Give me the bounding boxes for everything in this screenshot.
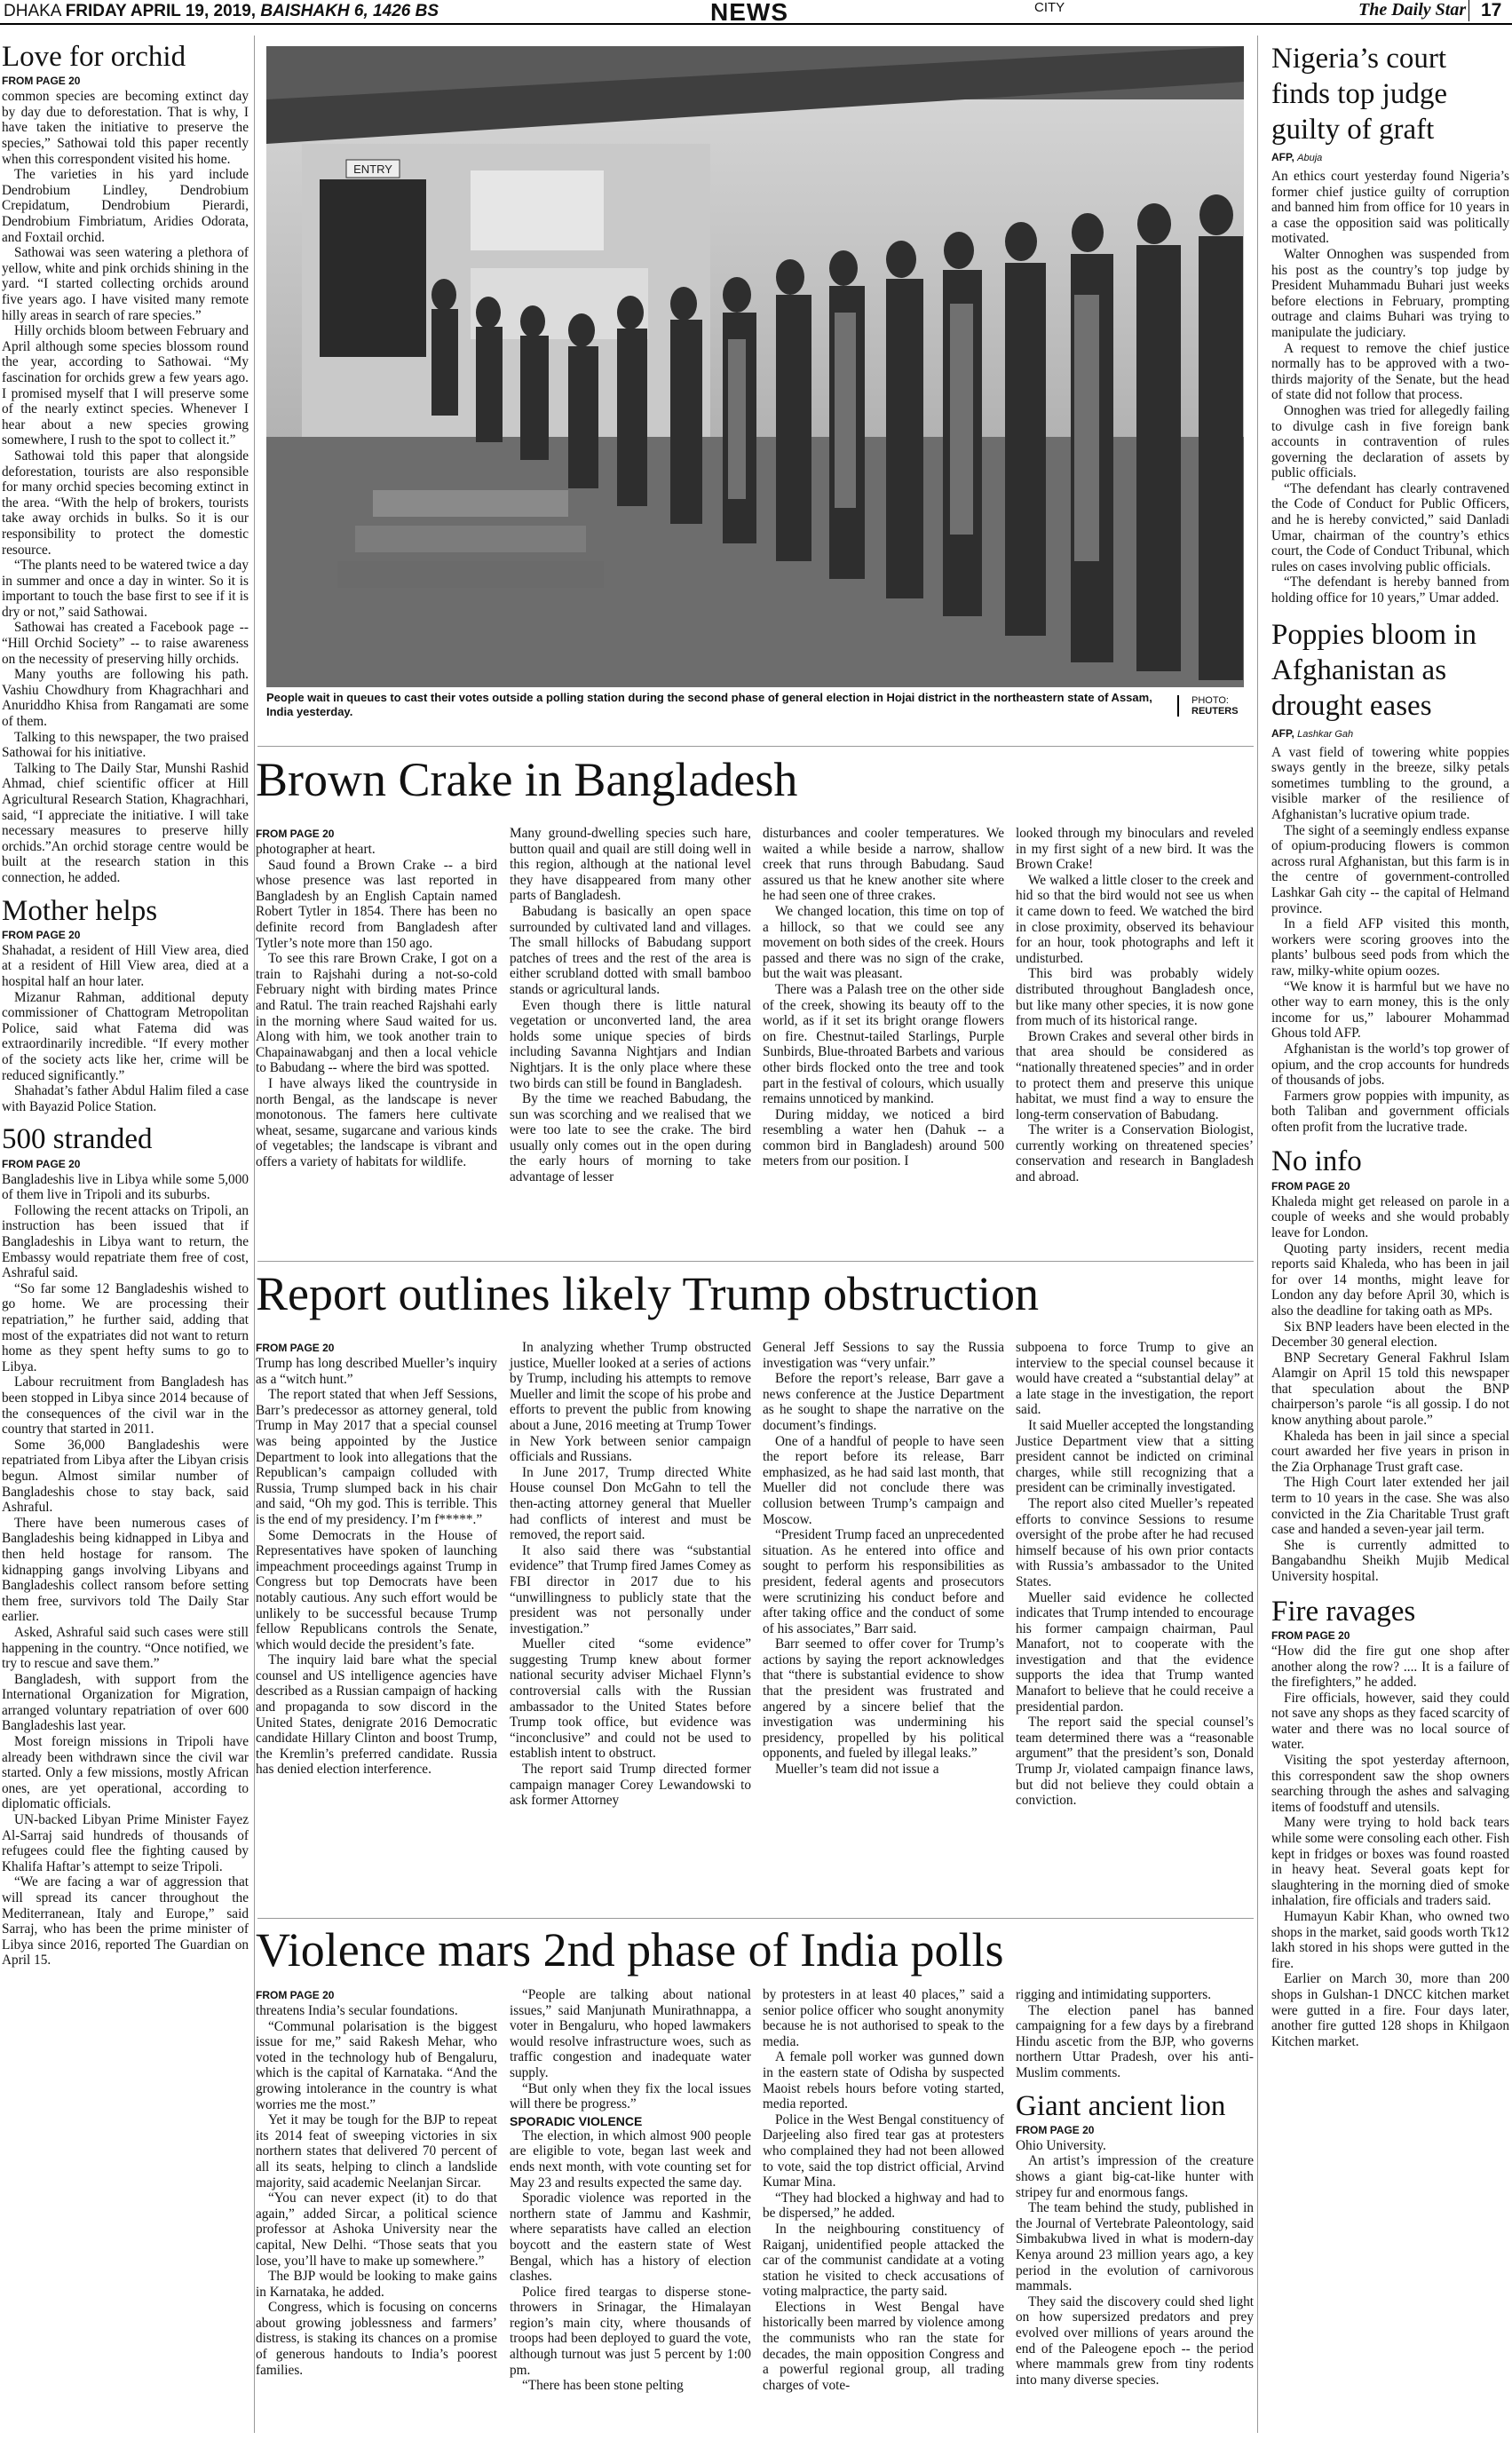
article-paragraph: “The plants need to be watered twice a day in summer and once a day in winter. So it is important to touch the base first to see if it is dry or not,” said Sathowai. (2, 558, 249, 620)
article-paragraph: Talking to The Daily Star, Munshi Rashid Ahmad, chief scientific officer at Hill Agricultural Research Station, Khagrachhari, said, “I appreciate the initiative. I will take necessary measures to preserve hilly orchids.”An orchid storage centre would be built at the research station in this connection, he added. (2, 760, 249, 885)
article-paragraph: The election panel has banned campaigning for a few days by a firebrand Hindu ascetic from the BJP, who governs northern Uttar Pradesh, over his anti-Muslim comments. (1016, 2002, 1254, 2080)
article-paragraph: Quoting party insiders, recent media reports said Khaleda, who has been in jail for over 14 months, might leave for London any day before April 30, which is also the deadline for taking oath as MPs. (1271, 1240, 1509, 1319)
article-paragraph: “President Trump faced an unprecedented situation. As he entered into office and sought to perform his responsibilities as president, federal agents and prosecutors were scrutinizing his conduct before and after taking office and the conduct of some of his associates,” Barr said. (763, 1527, 1004, 1636)
article-paragraph: There have been numerous cases of Bangladeshis being kidnapped in Libya and then held hostage for ransom. The kidnapping gangs involving Libyans and Bangladeshis collect ransom before setting them free, survivors told The Daily Star earlier. (2, 1515, 249, 1625)
photo-caption: People wait in queues to cast their votes outside a polling station during the second phase of general election in Hojai district in the northeastern state of Assam, India yesterday. (266, 691, 1152, 718)
article-paragraph: Khaleda has been in jail since a special court awarded her five years in prison in the Zia Orphanage Trust graft case. (1271, 1428, 1509, 1475)
india-column-2 (510, 1987, 751, 2394)
article-paragraph: Barr seemed to offer cover for Trump’s actions by saying the report acknowledges that “there is substantial evidence to show that the president was frustrated and angered by a sincere belief that the investigation was undermining his presidency, propelled by his political opponents, and fueled by illegal leaks.” (763, 1636, 1004, 1762)
date: FRIDAY APRIL 19, 2019, (65, 2, 257, 20)
article-paragraph: photographer at heart. (256, 842, 376, 857)
article-paragraph: Afghanistan is the world’s top grower of opium, and the crop accounts for hundreds of thousands of jobs. (1271, 1041, 1509, 1089)
article-paragraph: threatens India’s secular foundations. (256, 2003, 458, 2018)
article-paragraph: Ohio University. (1016, 2137, 1106, 2153)
india-column-1 (256, 1987, 497, 2378)
polling-photo-image (266, 46, 1244, 687)
orchid-body (2, 89, 249, 885)
article-paragraph: Brown Crakes and several other birds in that area should be considered as “nationally threatened species” and in order to protect them and preserve this unique habitat, we must find a way to ensure the long-term conservation of Babudang. (1016, 1028, 1255, 1122)
article-paragraph: I have always liked the countryside in north Bengal, as the landscape is never monotonous. The famers here cultivate wheat, sesame, sugarcane and various kinds of vegetables; the landscape is vibrant and offers a variety of habitats for wildlife. (256, 1075, 497, 1169)
article-paragraph: General Jeff Sessions to say the Russia investigation was “very unfair.” (763, 1340, 1004, 1371)
article-paragraph: During midday, we noticed a bird resembling a water hen (Dahuk -- a common bird in Bangladesh) around 500 meters from our position. I (763, 1106, 1004, 1169)
article-paragraph: They said the discovery could shed light on how supersized predators and prey evolved over millions of years around the end of the Paleogene epoch -- the period where mammals grew from tiny rodents into many diverse species. (1016, 2293, 1254, 2388)
article-paragraph: Mueller said evidence he collected indicates that Trump intended to encourage his former campaign chairman, Paul Manafort, not to cooperate with the investigation and that the evidence supports the idea that Trump wanted Manafort to believe that he could receive a presidential pardon. (1016, 1589, 1254, 1715)
article-paragraph: We changed location, this time on top of a hillock, so that we could see any movement on both sides of the creek. Hours passed and there was no sign of the crake, but the wait was pleasant. (763, 903, 1004, 982)
india-headline: Violence mars 2nd phase of India polls (256, 1923, 1004, 1977)
article-paragraph: Sathowai told this paper that alongside deforestation, tourists are also responsible for many orchid species becoming extinct in the area. “With the help of brokers, tourists take away orchids in bulks. So it is our responsibility to protect the domestic resource. (2, 448, 249, 558)
trump-column-2 (510, 1340, 751, 1809)
article-paragraph: There was a Palash tree on the other side of the creek, showing its beauty off to the world, as if it set its bright orange flowers on fire. Chestnut-tailed Starlings, Purple Sunbirds, Blue-throated Barbets and various other birds flocked onto the tree and took part in the festival of colours, which usually remains unnoticed by mankind. (763, 981, 1004, 1107)
nigeria-headline: Nigeria’s court finds top judge guilty of graft (1271, 43, 1447, 146)
article-paragraph: looked through my binoculars and reveled in my first sight of a new bird. It was the Brown Crake! (1016, 826, 1254, 873)
article-paragraph: The BJP would be looking to make gains in Karnataka, he added. (256, 2269, 497, 2300)
article-paragraph: Some 36,000 Bangladeshis were repatriated from Libya after the Libyan crisis begun. Almost similar number of Bangladeshis chose to stay back, said Ashraful. (2, 1437, 249, 1516)
crake-column-3 (763, 826, 1004, 1169)
article-paragraph: “Communal polarisation is the biggest issue for me,” said Rakesh Mehar, who voted in the technology hub of Bengaluru, which is the capital of Karnataka. “And the growing intolerance in the country is what worries me the most.” (256, 2018, 497, 2112)
bengali-date: BAISHAKH 6, 1426 BS (260, 2, 439, 20)
article-paragraph: Bangladeshis live in Libya while some 5,000 of them live in Tripoli and its suburbs. (2, 1171, 249, 1203)
article-paragraph: Many ground-dwelling species such hare, button quail and quail are still doing well in this region, although at the national level they have disappeared from many other parts of Bangladesh. (510, 826, 751, 904)
stranded-body (2, 1172, 249, 1969)
mother-body (2, 943, 249, 1115)
article-paragraph: The writer is a Conservation Biologist, currently working on threatened species’ conservation and research in Bangladesh and abroad. (1016, 1122, 1254, 1185)
article-paragraph: By the time we reached Babudang, the sun was scorching and we realised that we were too late to see the crake. The bird usually only comes out in the open during the early hours of morning to take advantage of lesser (510, 1091, 751, 1185)
article-paragraph: Visiting the spot yesterday afternoon, this correspondent saw the shop owners searching through the ashes and salvaging items of foodstuff and utensils. (1271, 1753, 1509, 1815)
article-paragraph: “So far some 12 Bangladeshis wished to go home. We are processing their repatriation,” he further said, adding that most of the expatriates did not want to return home as they spent hefty sums to go to Libya. (2, 1280, 249, 1374)
page-number: 17 (1481, 0, 1502, 20)
crake-column-2 (510, 826, 751, 1185)
article-paragraph: In analyzing whether Trump obstructed justice, Mueller looked at a series of actions by Trump, including his attempts to remove Mueller and limit the scope of his probe and efforts to prevent the public from knowing about a June, 2016 meeting at Trump Tower in New York between senior campaign officials and Russians. (510, 1340, 751, 1465)
article-paragraph: Police fired teargas to disperse stone-throwers in Srinagar, the Himalayan region’s main city, where thousands of troops had been deployed to guard the vote, although turnout was just 5 percent by 1:00 pm. (510, 2284, 751, 2378)
section-divider (257, 746, 1254, 747)
trump-from: FROM PAGE 20 (256, 1342, 335, 1354)
article-paragraph: The High Court later extended her jail term to 10 years in the case. She was also convicted in the Zia Charitable Trust graft case and handed a seven-year jail term. (1271, 1475, 1509, 1538)
article-paragraph: Hilly orchids bloom between February and April although some species blossom round the year, according to Sathowai. “My fascination for orchids grew a few years ago. I promised myself that I will preserve some of the nearly extinct species. Whenever I hear about a new species growing somewhere, I rush to the spot to collect it.” (2, 323, 249, 448)
article-paragraph: Shahadat, a resident of Hill View area, died at a resident of Hill View area, died at a hospital half an hour later. (2, 942, 249, 990)
article-paragraph: Trump has long described Mueller’s inquiry as a “witch hunt.” (256, 1356, 497, 1387)
article-paragraph: “The defendant is hereby banned from holding office for 10 years,” Umar added. (1271, 574, 1509, 606)
crake-column-1 (256, 826, 497, 1169)
article-paragraph: rigging and intimidating supporters. (1016, 1987, 1212, 2002)
article-paragraph: subpoena to force Trump to give an interview to the special counsel because it would have created a “substantial delay” at a late stage in the investigation, the report said. (1016, 1340, 1254, 1418)
india-from: FROM PAGE 20 (256, 1989, 335, 2001)
article-paragraph: Labour recruitment from Bangladesh has been stopped in Libya since 2014 because of the consequences of the civil war in the country that started in 2011. (2, 1374, 249, 1438)
article-paragraph: Sporadic violence was reported in the northern state of Jammu and Kashmir, where separatists have called an election boycott and the eastern state of West Bengal, which has a history of election clashes. (510, 2190, 751, 2285)
article-paragraph: UN-backed Libyan Prime Minister Fayez Al-Sarraj said hundreds of thousands of refugees could flee the fighting caused by Khalifa Haftar’s attempt to seize Tripoli. (2, 1812, 249, 1874)
sporadic-violence-subhead: SPORADIC VIOLENCE (510, 2113, 643, 2128)
article-paragraph: “We know it is harmful but we have no other way to earn money, this is the only income for us,” labourer Mohammad Ghous told AFP. (1271, 978, 1509, 1042)
article-paragraph: “The defendant has clearly contravened the Code of Conduct for Public Officers, and he is hereby convicted,” said Danladi Umar, chairman of the country’s ethics court, the Code of Conduct Tribunal, which rules on cases involving public officials. (1271, 480, 1509, 574)
article-paragraph: by protesters in at least 40 places,” said a senior police officer who sought anonymity because he is not authorised to speak to the media. (763, 1987, 1004, 2049)
article-paragraph: She is currently admitted to Bangabandhu Sheikh Mujib Medical University hospital. (1271, 1537, 1509, 1585)
crake-headline: Brown Crake in Bangladesh (256, 753, 798, 806)
article-paragraph: It said Mueller accepted the longstanding Justice Department view that a sitting president cannot be indicted on criminal charges, while still recognizing that a president can be criminally investigated. (1016, 1417, 1254, 1496)
column-rule (1257, 36, 1258, 2433)
column-rule (254, 36, 255, 2433)
masthead-divider (1468, 0, 1469, 21)
article-paragraph: Earlier on March 30, more than 200 shops in Gulshan-1 DNCC kitchen market were gutted in a fire. Four days later, another fire gutted 128 shops in Khilgaon Kitchen market. (1271, 1971, 1509, 2049)
article-paragraph: It also said there was “substantial evidence” that Trump fired James Comey as FBI director in 2017 due to his “unwillingness to publicly state that the president was not personally under investigation.” (510, 1542, 751, 1636)
noinfo-headline: No info (1271, 1145, 1362, 1178)
masthead-date (4, 2, 439, 21)
article-paragraph: Mizanur Rahman, additional deputy commissioner of Chattogram Metropolitan Police, said what Fatema did was extraordinarily incredible. “If every mother of the society acts like her, crime will be reduced significantly.” (2, 989, 249, 1083)
article-paragraph: To see this rare Brown Crake, I got on a train to Rajshahi during a not-so-cold February night with birding mates Prince and Ratul. The train reached Rajshahi early in the morning where Saud waited for us. Along with him, we took another train to Chapainawabganj and then a local vehicle to Babudang -- where the bird was spotted. (256, 951, 497, 1076)
article-paragraph: In June 2017, Trump directed White House counsel Don McGahn to tell the then-acting attorney general that Mueller had conflicts of interest and must be removed, the report said. (510, 1464, 751, 1543)
article-paragraph: The inquiry laid bare what the special counsel and US intelligence agencies have described as a Russian campaign of hacking and propaganda to sow discord in the United States, denigrate 2016 Democratic candidate Hillary Clinton and boost Trump, the Kremlin’s preferred candidate. Russia has denied election interference. (256, 1652, 497, 1778)
article-paragraph: A request to remove the chief justice normally has to be approved with a two-thirds majority of the Senate, but the head of state did not follow that process. (1271, 340, 1509, 403)
india-column-3 (763, 1987, 1004, 2393)
article-paragraph: Police in the West Bengal constituency of Darjeeling also fired tear gas at protesters who complained they had not been allowed to vote, said the top district official, Arvind Kumar Mina. (763, 2111, 1004, 2190)
photo-credit-source: REUTERS (1191, 706, 1239, 717)
article-paragraph: Saud found a Brown Crake -- a bird whose presence was last reported in Bangladesh by an English Captain named Robert Tytler in 1854. There has been no definite record from Bangladesh after Tytler’s note more than 150 ago. (256, 857, 497, 951)
article-paragraph: Bangladesh, with support from the International Organization for Migration, arranged voluntary repatriation of over 600 Bangladeshis last year. (2, 1671, 249, 1734)
article-paragraph: “We are facing a war of aggression that will spread its cancer throughout the Mediterranean, Italy and Europe,” said Sarraj, who has been the prime minister of Libya since 2016, reported The Guardian on April 15. (2, 1874, 249, 1969)
article-paragraph: Farmers grow poppies with impunity, as both Taliban and government officials often profit from the lucrative trade. (1271, 1088, 1509, 1135)
article-paragraph: “They had blocked a highway and had to be dispersed,” he added. (763, 2190, 1004, 2222)
masthead (0, 0, 1512, 25)
article-paragraph: The report said the special counsel’s team determined there was a “reasonable argument” that the president’s son, Donald Trump Jr, violated campaign finance laws, but did not believe they could obtain a conviction. (1016, 1715, 1254, 1809)
article-paragraph: An ethics court yesterday found Nigeria’s former chief justice guilty of corruption and banned him from office for 10 years in a case the opposition said was politically motivated. (1271, 169, 1509, 247)
article-paragraph: Even though there is little natural vegetation or unconverted land, the area holds some unique species of birds including Savanna Nightjars and Indian Nightjars. It is the only place where these two birds can still be found in Bangladesh. (510, 997, 751, 1091)
article-paragraph: Sathowai has created a Facebook page -- “Hill Orchid Society” -- to raise awareness on the necessity of preserving hilly orchids. (2, 620, 249, 667)
article-paragraph: An artist’s impression of the creature shows a giant big-cat-like hunter with stripey fur and enormous fangs. (1016, 2153, 1254, 2200)
article-paragraph: Babudang is basically an open space surrounded by cultivated land and villages. The small hillocks of Babudang support patches of trees and the rest of the area is either scrubland dotted with small bamboo stands or agricultural lands. (510, 903, 751, 997)
article-paragraph: The report said Trump directed former campaign manager Corey Lewandowski to ask former Attorney (510, 1762, 751, 1809)
article-paragraph: The varieties in his yard include Dendrobium Lindley, Dendrobium Crepidatum, Dendrobium Pierardi, Dendrobium Fimbriatum, Aridies Odorata, and Foxtail orchid. (2, 167, 249, 245)
article-paragraph: Walter Onnoghen was suspended from his post as the country’s top judge by President Muhammadu Buhari just weeks before elections in February, prompting outrage and claims Buhari was trying to manipulate the judiciary. (1271, 246, 1509, 340)
photo-credit (1177, 695, 1239, 717)
dateline: DHAKA (4, 2, 61, 20)
entry-sign: ENTRY (353, 162, 392, 176)
article-paragraph: The sight of a seemingly endless expanse of opium-producing flowers is common across rural Afghanistan, but this farm is in the centre of government-controlled Lashkar Gah city -- the capital of Helmand province. (1271, 822, 1509, 916)
article-paragraph: “There has been stone pelting (522, 2378, 684, 2394)
article-paragraph: This bird was probably widely distributed throughout Bangladesh once, but like many other species, it is now gone from much of its historical range. (1016, 966, 1254, 1029)
article-paragraph: The team behind the study, published in the Journal of Vertebrate Paleontology, said Simbakubwa lived in what is modern-day Kenya around 23 million years ago, a key period in the evolution of carnivorous mammals. (1016, 2200, 1254, 2294)
trump-headline: Report outlines likely Trump obstruction (256, 1267, 1040, 1320)
article-paragraph: BNP Secretary General Fakhrul Islam Alamgir on April 15 told this newspaper that speculation about the BNP chairperson’s parole “is all gossip. I do not know anything about parole.” (1271, 1350, 1509, 1429)
article-paragraph: disturbances and cooler temperatures. We waited a while beside a narrow, shallow creek that runs through Babudang. Saud assured us that he knew another site where he had seen one of three crakes. (763, 826, 1004, 904)
article-paragraph: The report stated that when Jeff Sessions, Barr’s predecessor as attorney general, told Trump in May 2017 that a special counsel was being appointed by the Justice Department to look into allegations that the Republican’s campaign colluded with Russia, Trump slumped back in his chair and said, “Oh my god. This is terrible. This is the end of my presidency. I’m f*****.” (256, 1387, 497, 1527)
fire-from: FROM PAGE 20 (1271, 1628, 1350, 1642)
article-paragraph: The report also cited Mueller’s repeated efforts to convince Sessions to resume oversight of the probe after he had recused himself because of his own prior contacts with Russia’s ambassador to the United States. (1016, 1495, 1254, 1589)
article-paragraph: Onnoghen was tried for allegedly failing to divulge cash in five foreign bank accounts in contravention of rules governing the declaration of assets by public officials. (1271, 402, 1509, 481)
article-paragraph: Yet it may be tough for the BJP to repeat its 2014 feat of sweeping victories in six northern states that delivered 70 percent of all its seats, helping to clinch a landslide majority, said academic Neelanjan Sircar. (256, 2112, 497, 2190)
article-paragraph: Talking to this newspaper, the two praised Sathowai for his initiative. (2, 729, 249, 761)
lion-from: FROM PAGE 20 (1016, 2123, 1095, 2136)
mother-headline: Mother helps (2, 894, 158, 927)
article-paragraph: Many youths are following his path. Vashiu Chowdhury from Khagrachhari and Anuriddho Khisa from Rangamati are some of them. (2, 667, 249, 730)
article-paragraph: Mueller’s team did not issue a (775, 1762, 939, 1778)
article-paragraph: We walked a little closer to the creek and hid so that the bird would not see us when it came down to feed. We watched the bird in close proximity, observed its behaviour for an hour, took photographs and left it undisturbed. (1016, 872, 1254, 966)
right-column (1271, 41, 1509, 2049)
article-paragraph: Fire officials, however, said they could not save any shops as they faced scarcity of water and there was no local source of water. (1271, 1690, 1509, 1753)
article-paragraph: Sathowai was seen watering a plethora of yellow, white and pink orchids shining in the yard. “I started collecting orchids around five years ago. I have visited many remote hilly areas in search of rare species.” (2, 245, 249, 323)
article-paragraph: Humayun Kabir Khan, who owned two shops in the market, said goods worth Tk12 lakh stored in his shops were gutted in the fire. (1271, 1909, 1509, 1971)
subsection-title: CITY (1034, 0, 1065, 15)
article-paragraph: Khaleda might get released on parole in a couple of weeks and she would probably leave for London. (1271, 1193, 1509, 1240)
poppies-headline: Poppies bloom in Afghanistan as drought eases (1271, 618, 1477, 722)
trump-column-3 (763, 1340, 1004, 1778)
article-paragraph: The election, in which almost 900 people are eligible to vote, began last week and ends next month, with vote counting set for May 23 and results expected the same day. (510, 2127, 751, 2190)
orchid-headline: Love for orchid (2, 41, 186, 73)
crake-from: FROM PAGE 20 (256, 828, 335, 840)
article-paragraph: Mueller cited “some evidence” suggesting Trump knew about former national security adviser Michael Flynn’s controversial calls with the Russian ambassador to the United States before Trump took office, but evidence was “inconclusive” and could not be used to establish intent to obstruct. (510, 1636, 751, 1762)
lion-headline: Giant ancient lion (1016, 2089, 1226, 2122)
article-paragraph: Shahadat’s father Abdul Halim filed a case with Bayazid Police Station. (2, 1083, 249, 1114)
polling-photo (266, 46, 1244, 687)
india-column-4 (1016, 1987, 1254, 2388)
article-paragraph: Before the report’s release, Barr gave a news conference at the Justice Department as he sought to shape the narrative on the document’s findings. (763, 1371, 1004, 1433)
article-paragraph: Congress, which is focusing on concerns about growing joblessness and farmers’ distress, is staking its chances on a promise of generous handouts to India’s poorest families. (256, 2300, 497, 2378)
nigeria-byline: AFP, Abuja (1271, 151, 1323, 163)
article-paragraph: Many were trying to hold back tears while some were consoling each other. Fish kept in fridges or boxes was found roasted in heavy heat. Several goats kept for slaughtering in the morning died of smoke inhalation, fire officials and traders said. (1271, 1815, 1509, 1909)
section-divider (257, 1261, 1254, 1262)
mother-from: FROM PAGE 20 (2, 928, 81, 941)
section-title: NEWS (710, 0, 788, 26)
article-paragraph: In the neighbouring constituency of Raiganj, unidentified people attacked the car of the communist candidate at a voting station he visited to check accusations of voting malpractice, the party said. (763, 2221, 1004, 2300)
photo-credit-label: PHOTO: (1191, 695, 1229, 706)
article-paragraph: “People are talking about national issues,” said Manjunath Munirathnappa, a voter in Bengaluru, who hoped lawmakers would resolve infrastructure woes, such as traffic congestion and inadequate water supply. (510, 1987, 751, 2080)
article-paragraph: A female poll worker was gunned down in the eastern state of Odisha by suspected Maoist rebels hours before voting started, media reported. (763, 2049, 1004, 2112)
article-paragraph: In a field AFP visited this month, workers were scoring grooves into the plants’ bulbous seed pods from which the raw, milky-white opium oozes. (1271, 916, 1509, 978)
article-paragraph: “You can never expect (it) to do that again,” added Sircar, a political science professor at Ashoka University near the capital, New Delhi. “Those seats that you lose, you’ll have to make up somewhere.” (256, 2190, 497, 2269)
article-paragraph: Most foreign missions in Tripoli have already been withdrawn since the civil war started. Only a few missions, mostly African ones, are yet operational, according to diplomatic officials. (2, 1734, 249, 1812)
article-paragraph: A vast field of towering white poppies sways gently in the breeze, silky petals sometimes tumbling to the ground, a visible marker of the resilience of Afghanistan’s lucrative opium trade. (1271, 744, 1509, 822)
noinfo-from: FROM PAGE 20 (1271, 1179, 1350, 1192)
fire-headline: Fire ravages (1271, 1595, 1416, 1628)
left-column (2, 41, 249, 1969)
section-divider (257, 1918, 1254, 1919)
crake-column-4 (1016, 826, 1254, 1185)
trump-column-4 (1016, 1340, 1254, 1809)
trump-column-1 (256, 1340, 497, 1778)
article-paragraph: “But only when they fix the local issues will there be progress.” (510, 2080, 751, 2112)
article-paragraph: One of a handful of people to have seen the report before its release, Barr emphasized, as he had said last month, that Mueller did not conclude there was collusion between Trump’s campaign and Moscow. (763, 1433, 1004, 1527)
article-paragraph: common species are becoming extinct day by day due to deforestation. That is why, I have taken the initiative to preserve the species,” Sathowai told this paper recently when this correspondent visited his home. (2, 89, 249, 167)
brand-logo: The Daily Star (1358, 0, 1467, 20)
poppies-byline: AFP, Lashkar Gah (1271, 726, 1354, 740)
article-paragraph: Six BNP leaders have been elected in the December 30 general election. (1271, 1319, 1509, 1351)
article-paragraph: Some Democrats in the House of Representatives have spoken of launching impeachment proceedings against Trump in Congress but top Democrats have been notably cautious. Any such effort would be unlikely to be successful because Trump fellow Republicans controls the Senate, which would decide the president’s fate. (256, 1527, 497, 1652)
article-paragraph: “How did the fire gut one shop after another along the row? .... It is a failure of the firefighters,” he added. (1271, 1643, 1509, 1691)
orchid-from: FROM PAGE 20 (2, 75, 81, 88)
article-paragraph: Elections in West Bengal have historically been marred by violence among the communists who ran the state for decades, the main opposition Congress and a powerful regional group, all trading charges of vote- (763, 2299, 1004, 2393)
stranded-headline: 500 stranded (2, 1123, 153, 1156)
article-paragraph: Asked, Ashraful said such cases were still happening in the country. “Once notified, we try to rescue and save them.” (2, 1624, 249, 1672)
stranded-from: FROM PAGE 20 (2, 1157, 81, 1170)
article-paragraph: Following the recent attacks on Tripoli, an instruction has been issued that if Bangladeshis in Libya want to return, the Embassy would repatriate them free of cost, Ashraful said. (2, 1202, 249, 1281)
